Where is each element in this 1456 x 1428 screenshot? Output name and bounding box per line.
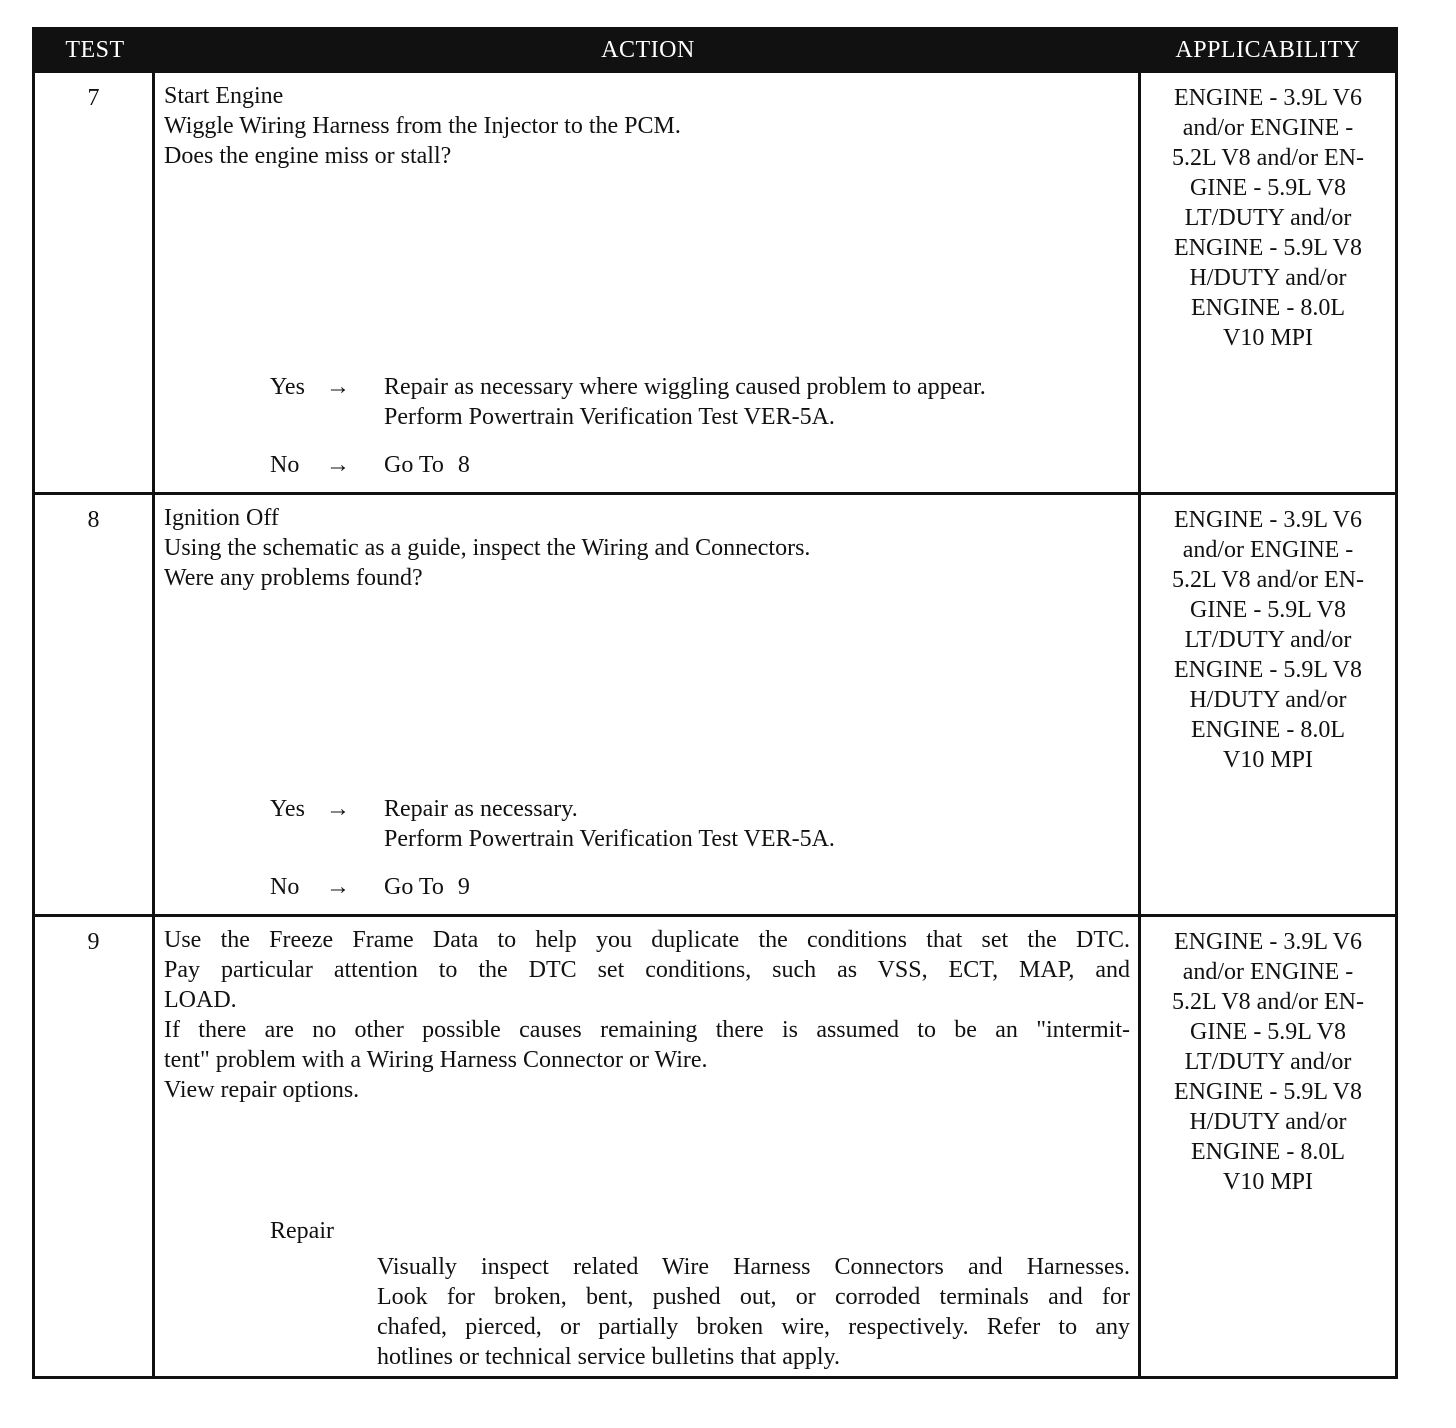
yes-label: Yes	[270, 796, 305, 822]
action-cell	[155, 917, 1141, 1376]
no-answer	[270, 450, 1130, 480]
yes-answer	[270, 794, 1130, 854]
answer-block	[270, 372, 1130, 480]
test-row-9	[35, 914, 1395, 1376]
test-number: 8	[35, 495, 155, 914]
applicability-line: and/or ENGINE -	[1182, 959, 1354, 985]
test-row-8	[35, 492, 1395, 914]
no-text	[384, 872, 1130, 902]
repair-line: Visually inspect related Wire Harness Connectors and Harnesses.	[377, 1254, 1130, 1280]
action-line: Pay particular attention to the DTC set conditions, such as VSS, ECT, MAP, and	[164, 957, 1130, 983]
action-line: Were any problems found?	[164, 565, 423, 591]
applicability-line: 5.2L V8 and/or EN-	[1172, 567, 1364, 593]
action-line: View repair options.	[164, 1077, 360, 1103]
applicability-line: ENGINE - 8.0L	[1191, 1139, 1345, 1165]
no-answer	[270, 872, 1130, 902]
action-line: If there are no other possible causes remaining there is assumed to be an "intermit-	[164, 1017, 1130, 1043]
no-label: No	[270, 874, 300, 900]
applicability-line: 5.2L V8 and/or EN-	[1172, 989, 1364, 1015]
goto-target: 8	[457, 452, 470, 478]
action-line: Wiggle Wiring Harness from the Injector to the PCM.	[164, 113, 681, 139]
arrow-right-icon: →	[326, 452, 350, 478]
applicability-line: H/DUTY and/or	[1189, 1109, 1347, 1135]
action-line: Using the schematic as a guide, inspect the Wiring and Connectors.	[164, 535, 811, 561]
answer-block	[270, 794, 1130, 902]
applicability-cell	[1141, 917, 1395, 1376]
arrow-right-icon: →	[326, 796, 350, 822]
yes-line: Perform Powertrain Verification Test VER-5A.	[384, 404, 835, 430]
applicability-line: H/DUTY and/or	[1189, 687, 1347, 713]
yes-text	[384, 372, 1130, 432]
applicability-line: ENGINE - 5.9L V8	[1174, 235, 1362, 261]
applicability-line: ENGINE - 3.9L V6	[1174, 85, 1362, 111]
yes-line: Repair as necessary where wiggling caused problem to appear.	[384, 374, 986, 400]
repair-line: chafed, pierced, or partially broken wire, respectively. Refer to any	[377, 1314, 1130, 1340]
action-line: Does the engine miss or stall?	[164, 143, 452, 169]
applicability-cell	[1141, 73, 1395, 492]
applicability-line: ENGINE - 3.9L V6	[1174, 929, 1362, 955]
action-line: Use the Freeze Frame Data to help you duplicate the conditions that set the DTC.	[164, 927, 1130, 953]
header-action: ACTION	[601, 36, 695, 63]
yes-line: Perform Powertrain Verification Test VER-5A.	[384, 826, 835, 852]
action-line: LOAD.	[164, 987, 237, 1013]
action-line: tent" problem with a Wiring Harness Connector or Wire.	[164, 1047, 708, 1073]
applicability-line: ENGINE - 5.9L V8	[1174, 1079, 1362, 1105]
repair-line: Look for broken, bent, pushed out, or corroded terminals and for	[377, 1284, 1130, 1310]
repair-label: Repair	[270, 1218, 334, 1244]
arrow-right-icon: →	[326, 874, 350, 900]
applicability-line: GINE - 5.9L V8	[1190, 597, 1346, 623]
goto-target: 9	[457, 874, 470, 900]
applicability-line: ENGINE - 8.0L	[1191, 295, 1345, 321]
action-cell	[155, 73, 1141, 492]
yes-line: Repair as necessary.	[384, 796, 578, 822]
repair-text	[377, 1252, 1130, 1372]
test-number: 9	[35, 917, 155, 1376]
applicability-line: and/or ENGINE -	[1182, 115, 1354, 141]
applicability-line: ENGINE - 3.9L V6	[1174, 507, 1362, 533]
applicability-line: LT/DUTY and/or	[1184, 1049, 1352, 1075]
goto-text: Go To	[384, 452, 444, 478]
repair-line: hotlines or technical service bulletins that apply.	[377, 1344, 840, 1370]
action-line: Start Engine	[164, 83, 284, 109]
applicability-line: and/or ENGINE -	[1182, 537, 1354, 563]
yes-text	[384, 794, 1130, 854]
applicability-line: V10 MPI	[1222, 1169, 1313, 1195]
no-label: No	[270, 452, 300, 478]
arrow-right-icon: →	[326, 374, 350, 400]
applicability-line: LT/DUTY and/or	[1184, 627, 1352, 653]
goto-text: Go To	[384, 874, 444, 900]
action-cell	[155, 495, 1141, 914]
action-line: Ignition Off	[164, 505, 279, 531]
applicability-line: V10 MPI	[1222, 325, 1313, 351]
applicability-line: ENGINE - 8.0L	[1191, 717, 1345, 743]
applicability-cell	[1141, 495, 1395, 914]
applicability-line: V10 MPI	[1222, 747, 1313, 773]
applicability-line: LT/DUTY and/or	[1184, 205, 1352, 231]
yes-answer	[270, 372, 1130, 432]
applicability-line: GINE - 5.9L V8	[1190, 1019, 1346, 1045]
applicability-line: 5.2L V8 and/or EN-	[1172, 145, 1364, 171]
no-text	[384, 450, 1130, 480]
test-row-7	[35, 70, 1395, 492]
applicability-line: GINE - 5.9L V8	[1190, 175, 1346, 201]
applicability-line: H/DUTY and/or	[1189, 265, 1347, 291]
applicability-line: ENGINE - 5.9L V8	[1174, 657, 1362, 683]
diagnostic-test-table	[32, 27, 1398, 1379]
repair-block	[270, 1216, 1130, 1372]
yes-label: Yes	[270, 374, 305, 400]
header-applicability: APPLICABILITY	[1175, 36, 1361, 63]
test-number: 7	[35, 73, 155, 492]
header-test: TEST	[65, 36, 125, 63]
table-header	[35, 30, 1395, 70]
